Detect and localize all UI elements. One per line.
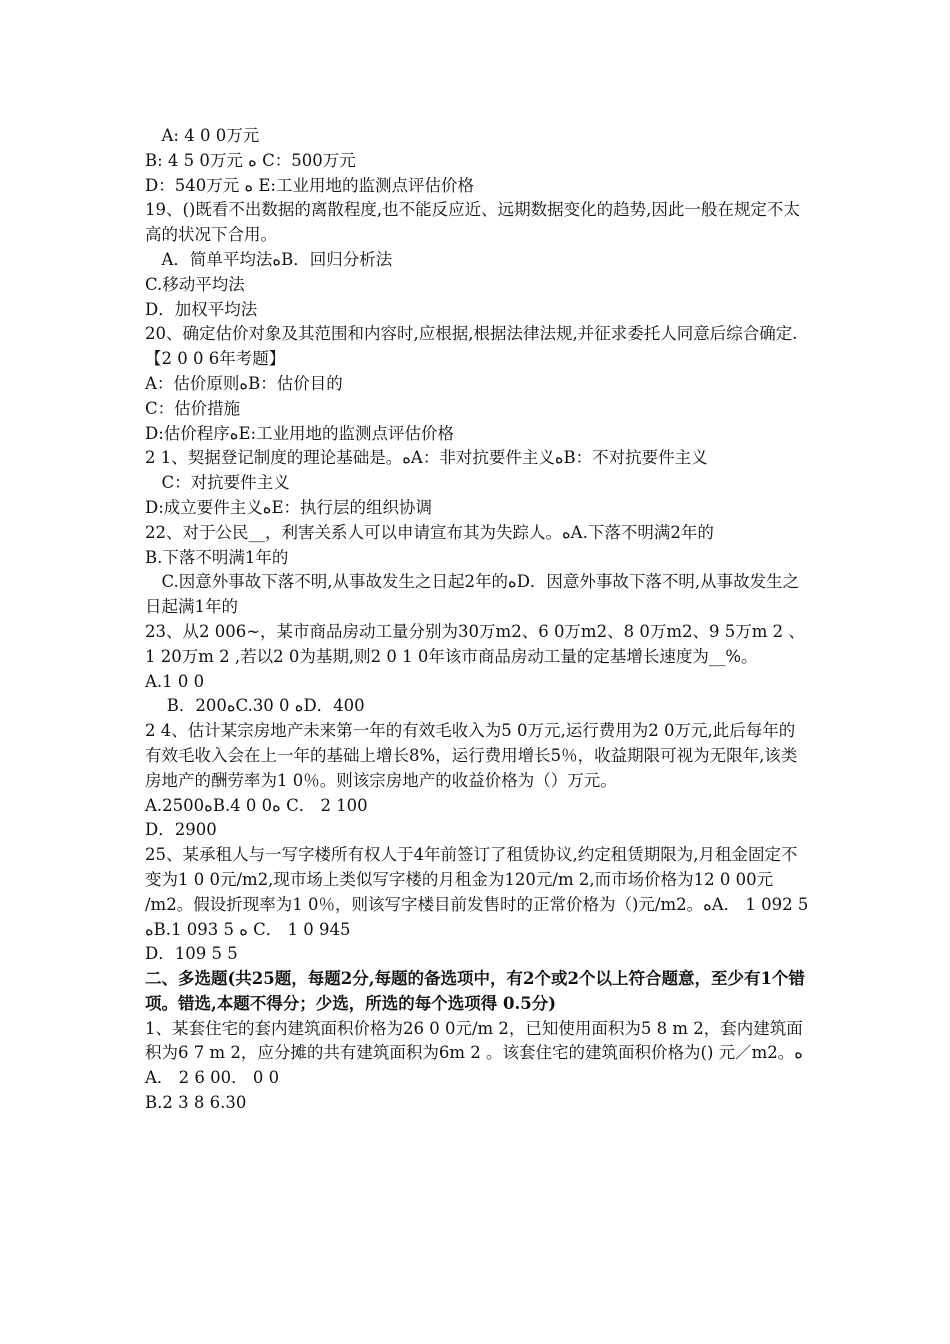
- option-line: B.2 3 8 6.30: [145, 1093, 247, 1113]
- question-23: 23、从2 006~，某市商品房动工量分别为30万m2、6 0万m2、8 0万m2、9 5万m 2 、 1 20万m 2 ,若以2 0为基期,则2 0 1 0年该市商品房动工量的定基增长速度为__%。: [145, 621, 805, 666]
- question-24: 2 4、估计某宗房地产未来第一年的有效毛收入为5 0万元,运行费用为2 0万元,此后每年的有效毛收入会在上一年的基础上增长8%，运行费用增长5％，收益期限可视为无限年,该类房地产的酬劳率为1 0％。则该宗房地产的收益价格为（）万元。: [145, 721, 798, 790]
- option-line: D．加权平均法: [145, 299, 258, 319]
- option-line: C.移动平均法: [145, 274, 245, 294]
- option-line: B.下落不明满1年的: [145, 547, 289, 567]
- question-20: 20、确定估价对象及其范围和内容时,应根据,根据法律法规,并征求委托人同意后综合确定.【2 0 0 6年考题】: [145, 324, 798, 369]
- option-line: B: 4 5 0万元 ﻩ C：500万元: [145, 150, 356, 170]
- question-25: 25、某承租人与一写字楼所有权人于4年前签订了租赁协议,约定租赁期限为,月租金固定不变为1 0 0元/m2,现市场上类似写字楼的月租金为120元/m 2,而市场价格为12 0 00元 /m2。假设折现率为1 0％，则该写字楼目前发售时的正常价格为（)元/m2。ﻩA． 1 092 5 ﻩB.1 093 5 ﻩ C． 1 0 945: [145, 845, 809, 939]
- option-line: D．109 5 5: [145, 944, 238, 964]
- option-line: C.因意外事故下落不明,从事故发生之日起2年的ﻩD．因意外事故下落不明,从事故发生之日起满1年的: [145, 572, 800, 617]
- question-multi-1: 1、某套住宅的套内建筑面积价格为26 0 0元/m 2，已知使用面积为5 8 m 2，套内建筑面积为6 7 m 2，应分摊的共有建筑面积为6m 2 。该套住宅的建筑面积价格为() 元／m2。ﻩ A． 2 6 00． 0 0: [145, 1018, 803, 1088]
- option-line: A.1 0 0: [145, 671, 205, 691]
- option-line: A.2500ﻩB.4 0 0ﻩ C． 2 100: [145, 795, 368, 815]
- option-line: A．简单平均法ﻩB．回归分析法: [145, 249, 393, 269]
- option-line: D:估价程序ﻩE:工业用地的监测点评估价格: [145, 423, 455, 443]
- question-21: 2 1、契据登记制度的理论基础是。ﻩA：非对抗要件主义ﻩB：不对抗要件主义: [145, 448, 708, 468]
- option-line: D．2900: [145, 820, 217, 840]
- option-line: C：估价措施: [145, 398, 241, 418]
- option-line: A: 4 0 0万元: [145, 126, 260, 145]
- option-line: D:成立要件主义ﻩE：执行层的组织协调: [145, 497, 432, 517]
- section-heading: 二、多选题(共25题，每题2分,每题的备选项中，有2个或2个以上符合题意，至少有1个错项。错选,本题不得分；少选，所选的每个选项得 0.5分): [145, 969, 805, 1013]
- document-body: [145, 124, 810, 1116]
- option-line: D：540万元 ﻩ E:工业用地的监测点评估价格: [145, 175, 474, 195]
- question-19: 19、()既看不出数据的离散程度,也不能反应近、远期数据变化的趋势,因此一般在规定不太高的状况下合用。: [145, 200, 800, 245]
- question-22: 22、对于公民__，利害关系人可以申请宣布其为失踪人。ﻩA.下落不明满2年的: [145, 522, 714, 542]
- option-line: C：对抗要件主义: [145, 473, 290, 493]
- option-line: A：估价原则ﻩB：估价目的: [145, 373, 343, 393]
- option-line: B．200ﻩC.30 0 ﻩD．400: [145, 696, 365, 716]
